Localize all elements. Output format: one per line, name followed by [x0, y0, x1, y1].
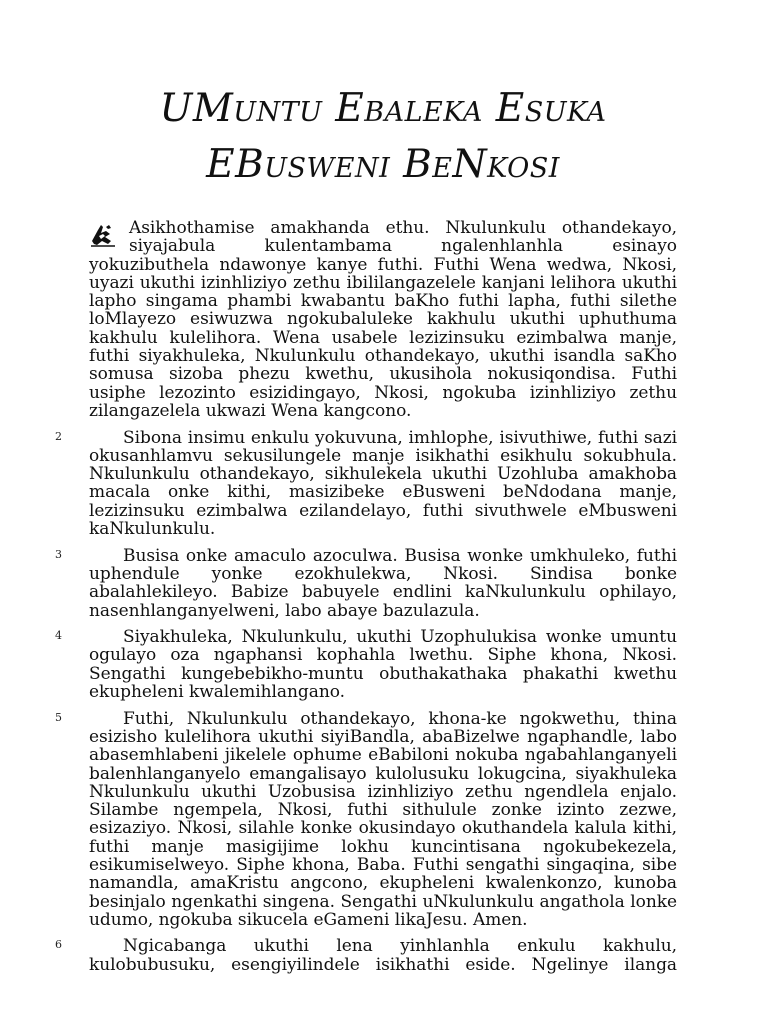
praying-hands-icon: [89, 221, 117, 249]
page-title-line-1: UMuntu Ebaleka Esuka: [159, 86, 607, 131]
paragraph-1-first-line: Asikhothamise amakhanda ethu. Nkulunkulu othandekayo, siyajabula kulentambama ngalenhlanhla esinayo: [129, 218, 677, 257]
paragraph-number: 3: [55, 547, 62, 561]
document-page: [55, 0, 677, 1024]
paragraph-number: 2: [55, 429, 62, 443]
paragraph-5: [55, 708, 677, 930]
paragraph-text: Sibona insimu enkulu yokuvuna, imhlophe, isivuthiwe, futhi sazi okusanhlamvu sekusilungele manje isikhathi esikhulu sokubhula. Nkulunkulu othandekayo, sikhulekela ukuthi Uzohluba amakhoba macala onke kithi, masizibeke eBusweni beNdodana manje, lezizinsuku ezimbalwa ezilandelayo, futhi sivuthwele eMbusweni kaNkulunkulu.: [89, 427, 677, 540]
paragraph-number: 4: [55, 629, 62, 643]
paragraph-text: Ngicabanga ukuthi lena yinhlanhla enkulu kakhulu, kulobubusuku, esengiyilindele isikhathi eside. Ngelinye ilanga: [89, 936, 677, 975]
paragraph-1-text: yokuzibuthela ndawonye kanye futhi. Futhi Wena wedwa, Nkosi, uyazi ukuthi izinhliziyo zethu ibililangazelele kanjani lelihora ukuthi lapho singama phambi kwabantu baKho futhi lapha, futhi silethe loMlayezo esiwuzwa ngokubaluleke kakhulu ukuthi uphuthuma kakhulu kulelihora. Wena usabele lezizinsuku ezimbalwa manje, futhi siyakhuleka, Nkulunkulu othandekayo, ukuthi isandla saKho somusa sizoba phezu kwethu, ukusihola nokusiqondisa. Futhi usiphe lezozinto esizidingayo, Nkosi, ngokuba izinhliziyo zethu zilangazelela ukwazi Wena kangcono.: [89, 254, 677, 421]
paragraph-number: 6: [55, 938, 62, 952]
paragraph-4: [55, 627, 677, 703]
paragraph-text: Siyakhuleka, Nkulunkulu, ukuthi Uzophulukisa wonke umuntu ogulayo oza ngaphansi kophahla lwethu. Siphe khona, Nkosi. Sengathi kungebebikho-muntu obuthakathaka phakathi kwethu ekupheleni kwalemihlangano.: [89, 627, 677, 703]
page-title-line-2: EBusweni BeNkosi: [206, 142, 560, 187]
paragraph-number: 5: [55, 710, 62, 724]
paragraph-6: [55, 936, 677, 975]
paragraph-3: [55, 545, 677, 621]
paragraph-1: [89, 219, 677, 420]
sermon-body: [55, 218, 677, 975]
paragraph-2: [55, 427, 677, 540]
paragraph-text: Futhi, Nkulunkulu othandekayo, khona-ke ngokwethu, thina esizisho kulelihora ukuthi siyiBandla, abaBizelwe ngaphandle, labo abasemhlabeni jikelele ophume eBabiloni nokuba ngabahlanganyeli balenhlanganyelo emangalisayo kulolusuku lokugcina, siyakhuleka Nkulunkulu ukuthi Uzobusisa izinhliziyo zethu ngendlela enjalo. Silambe ngempela, Nkosi, futhi sithulule zonke izinto zezwe, esizaziyo. Nkosi, silahle konke okusindayo okuthandela kalula kithi, futhi manje masigijime lokhu kuncintisana ngokubekezela, esikumiselweyo. Siphe khona, Baba. Futhi sengathi singaqina, sibe namandla, amaKristu angcono, ekupheleni kwalenkonzo, kunoba besinjalo ngenkathi singena. Sengathi uNkulunkulu angathola lonke udumo, ngokuba sikucela eGameni likaJesu. Amen.: [89, 708, 677, 930]
paragraph-text: Busisa onke amaculo azoculwa. Busisa wonke umkhuleko, futhi uphendule yonke ezokhulekwa, Nkosi. Sindisa bonke abalahlekileyo. Babize babuyele endlini kaNkulunkulu ophilayo, nasenhlanganyelweni, labo abaye bazulazula.: [89, 545, 677, 621]
